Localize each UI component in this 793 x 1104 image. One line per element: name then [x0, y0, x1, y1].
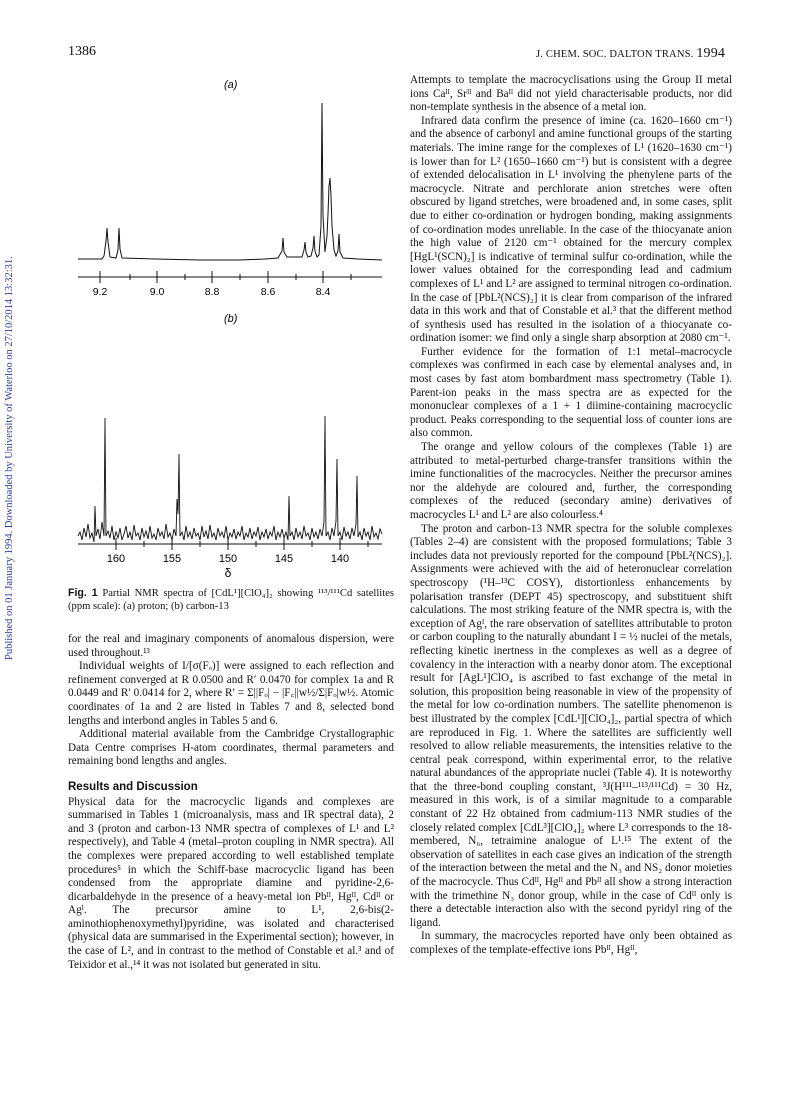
axis-b-tick-label: 150 — [218, 553, 238, 565]
section-heading: Results and Discussion — [68, 780, 198, 793]
paragraph: The orange and yellow colours of the complexes (Table 1) are attributed to metal-perturbed charge-transfer transitions within the imine functionalities of the macrocycles. Neither the precursor amines nor the aldehyde are coloured and, further, the corresponding complexes of the reduced (secondary amine) derivatives of macrocycles L¹ and L² are also colourless.⁴ — [410, 441, 732, 521]
nmr-spectra — [60, 66, 400, 586]
carbon13-spectrum-trace — [78, 416, 382, 542]
left-column — [68, 633, 394, 972]
paragraph: Infrared data confirm the presence of imine (ca. 1620–1660 cm⁻¹) and the absence of carbonyl and amine functional groups of the starting materials. The imine range for the complexes of L¹ (1620–1630 cm⁻¹) is lower than for L² (1650–1660 cm⁻¹) but is consistent with a degree of extended delocalisation in L¹ involving the phenylene parts of the macrocycle. Nitrate and perchlorate anion stretches were often obscured by ligand stretches, were broadened and, in some cases, split due to either co-ordination or hydrogen bonding, making assignments of co-ordination modes unreliable. In the case of the thiocyanate anion the high value of 2120 cm⁻¹ obtained for the mercury complex [HgL¹(SCN)₂] is indicative of terminal sulfur co-ordination, while the lower values obtained for the corresponding lead and cadmium complexes of L¹ and L² are assigned to terminal nitrogen co-ordination. In the case of [PbL²(NCS)₂] it is clear from comparison of the infrared data in this work and that of Constable et al.³ that the different method of synthesis used has resulted in the isolation of a thiocyanate co-ordination isomer: we find only a single sharp absorption at 2080 cm⁻¹. — [410, 114, 732, 345]
paragraph: Additional material available from the Cambridge Crystallographic Data Centre comprises H-atom coordinates, thermal parameters and remaining bond lengths and angles. — [68, 728, 394, 768]
paragraph: The proton and carbon-13 NMR spectra for the soluble complexes (Tables 2–4) are consistent with the proposed formulations; Table 3 includes data not previously reported for the compound [PbL²(NCS)₂]. Assignments were achieved with the aid of heteronuclear correlation spectroscopy (¹H–¹³C COSY), distortionless enhancements by polarisation transfer (DEPT 45) spectroscopy, and substituent shift calculations. The most striking feature of the NMR spectra is, with the exception of Agᴵ, the rare observation of satellites attributable to proton or carbon coupling to the naturally abundant I = ½ nuclei of the metals, reflecting kinetic inertness in the complexes as well as a degree of covalency in the interaction with a nearby donor atom. The exceptional result for [AgL¹]ClO₄ is ascribed to fast exchange of the metal in solution, this proposition being reasonable in view of the propensity of the metal for low co-ordination numbers. The satellite phenomenon is best illustrated by the complex [CdL¹][ClO₄]₂, partial spectra of which are reproduced in Fig. 1. Where the satellites are sufficiently well resolved to allow reliable measurements, the intensities relative to the central peak correspond, within experimental error, to the relative natural abundances of the appropriate nuclei (Table 4). It is noteworthy that the three-bond coupling constant, ³J(H¹¹¹–¹¹³/¹¹¹Cd) = 30 Hz, measured in this work, is of a similar magnitude to a comparable constant of 22 Hz obtained from cadmium-113 NMR studies of the closely related complex [CdL³][ClO₄]₂ where L³ corresponds to the 18-membered, N₆, tetraimine analogue of L¹.¹⁵ The extent of the observation of satellites in each case gives an indication of the strength of the interaction between the metal and the N₃ and NS₂ donor moieties of the macrocycle. Thus Cdᴵᴵ, Hgᴵᴵ and Pbᴵᴵ all show a strong interaction with the trimethine N₃ donor group, while in the case of Cdᴵᴵ only is there a detectable interaction also with the second pyridyl ring of the ligand. — [410, 522, 732, 929]
publication-sidebar — [4, 256, 24, 680]
journal-year: 1994 — [696, 46, 726, 61]
axis-a-tick-label: 9.0 — [149, 286, 165, 298]
journal-name: J. CHEM. SOC. DALTON TRANS. — [536, 49, 694, 60]
running-header — [536, 46, 725, 62]
page-number: 1386 — [68, 44, 96, 59]
axis-b-tick-label: 155 — [162, 553, 182, 565]
axis-a-tick-label: 8.4 — [315, 286, 331, 298]
axis-b-tick-label: 145 — [274, 553, 294, 565]
axis-a-tick-label: 9.2 — [92, 286, 108, 298]
axis-b-tick-label: 140 — [330, 553, 350, 565]
paragraph: Further evidence for the formation of 1:1 metal–macrocycle complexes was confirmed in each case by elemental analyses and, in most cases by fast atom bombardment mass spectrometry (Table 1). Parent-ion peaks in the mass spectra are as expected for the mononuclear complexes of a 1 + 1 diimine-containing macrocyclic product. Peaks corresponding to the sequential loss of counter ions are also common. — [410, 345, 732, 440]
paragraph: In summary, the macrocycles reported have only been obtained as complexes of the template-effective ions Pbᴵᴵ, Hgᴵᴵ, — [410, 930, 732, 956]
caption-label: Fig. 1 — [68, 587, 98, 599]
publication-note[interactable]: Published on 01 January 1994. Downloaded by University of Waterloo on 27/10/2014 13:32:31. — [4, 256, 15, 660]
panel-b-label: (b) — [224, 313, 238, 325]
nmr-figure — [60, 66, 400, 586]
axis-a-tick-label: 8.6 — [260, 286, 276, 298]
paragraph: for the real and imaginary components of anomalous dispersion, were used throughout.¹³ — [68, 633, 394, 659]
figure-caption — [68, 587, 394, 613]
paragraph: Attempts to template the macrocyclisations using the Group II metal ions Caᴵᴵ, Srᴵᴵ and Baᴵᴵ did not yield characterisable products, nor did non-template synthesis in the absence of a metal ion. — [410, 74, 732, 114]
right-column — [410, 74, 732, 958]
axis-b-tick-label: 160 — [106, 553, 126, 565]
axis-a-tick-label: 8.8 — [204, 286, 220, 298]
paragraph: Physical data for the macrocyclic ligands and complexes are summarised in Tables 1 (microanalysis, mass and IR spectral data), 2 and 3 (proton and carbon-13 NMR spectra of complexes of L¹ and L² respectively), and Table 4 (metal–proton coupling in NMR spectra). All the complexes were prepared according to well established template procedures⁵ in which the Schiff-base macrocyclic ligand has been condensed from the appropriate diamine and pyridine-2,6-dicarbaldehyde in the presence of a heavy-metal ion Pbᴵᴵ, Hgᴵᴵ, Cdᴵᴵ or Agᴵ. The precursor amine to L¹, 2,6-bis(2-aminothiophenoxymethyl)pyridine, was isolated and characterised (physical data are summarised in the Experimental section); however, in the case of L², and in contrast to the method of Constable et al.³ and of Teixidor et al.,¹⁴ it was not isolated but generated in situ. — [68, 795, 394, 971]
proton-spectrum-trace — [78, 103, 382, 260]
caption-text: Partial NMR spectra of [CdL¹][ClO₄]₂ showing ¹¹³/¹¹¹Cd satellites (ppm scale): (a) proton; (b) carbon-13 — [68, 588, 394, 612]
axis-b-label: δ — [224, 566, 232, 580]
panel-a-label: (a) — [224, 79, 238, 91]
paragraph: Individual weights of I/[σ(Fₒ)] were assigned to each reflection and refinement converged at R 0.0500 and R′ 0.0470 for complex 1a and R 0.0449 and R′ 0.0414 for 2, where R′ = Σ||Fₒ| − |F꜀||w½/Σ|Fₒ|w½. Atomic coordinates of 1a and 2 are listed in Tables 7 and 8, selected bond lengths and interbond angles in Tables 5 and 6. — [68, 660, 394, 727]
